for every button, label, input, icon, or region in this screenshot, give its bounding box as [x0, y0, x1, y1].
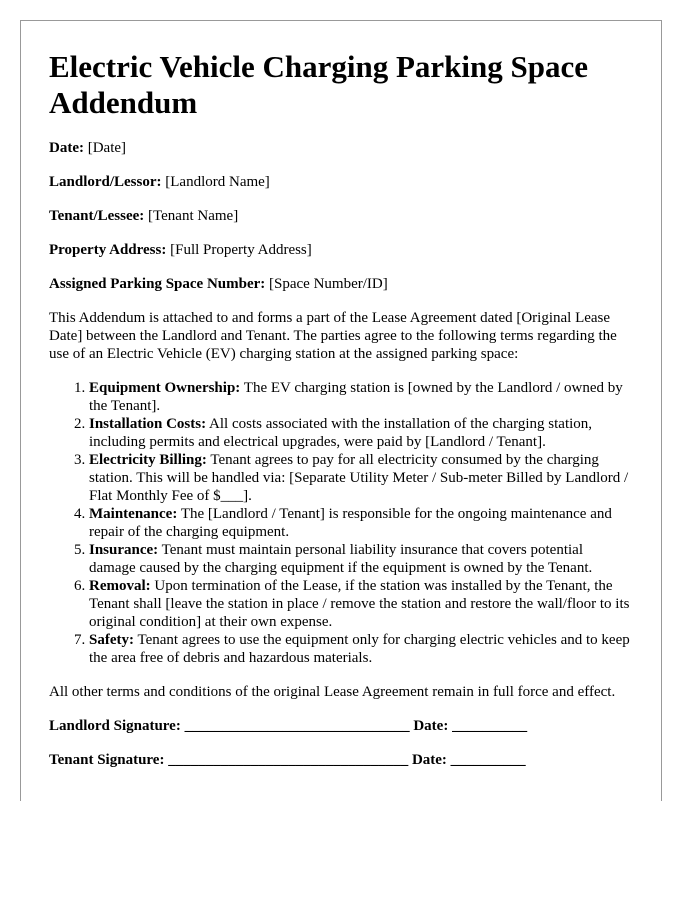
field-label: Assigned Parking Space Number:	[49, 276, 266, 292]
field-value: [Full Property Address]	[170, 242, 312, 258]
field-label: Tenant/Lessee:	[49, 208, 145, 224]
signature-label: Landlord Signature: ______________________________ Date: __________	[49, 718, 528, 734]
landlord-signature-line	[49, 717, 633, 735]
term-item	[89, 541, 633, 577]
term-item	[89, 379, 633, 415]
terms-list	[49, 379, 633, 667]
term-text: The [Landlord / Tenant] is responsible for the ongoing maintenance and repair of the charging equipment.	[89, 506, 612, 540]
document-title: Electric Vehicle Charging Parking Space Addendum	[49, 49, 589, 120]
term-item	[89, 451, 633, 505]
field-value: [Space Number/ID]	[269, 276, 388, 292]
term-text: Tenant agrees to use the equipment only for charging electric vehicles and to keep the area free of debris and hazardous materials.	[89, 632, 630, 666]
term-text: Tenant agrees to pay for all electricity consumed by the charging station. This will be handled via: [Separate Utility Meter / Sub-meter Billed by Landlord / Flat Monthly Fee of $___].	[89, 452, 629, 504]
field-value: [Landlord Name]	[165, 174, 270, 190]
term-item	[89, 577, 633, 631]
signature-label: Tenant Signature: ________________________________ Date: __________	[49, 752, 526, 768]
intro-paragraph: This Addendum is attached to and forms a part of the Lease Agreement dated [Original Lease Date] between the Landlord and Tenant. The parties agree to the following terms regarding the use of an Electric Vehicle (EV) charging station at the assigned parking space:	[49, 310, 617, 362]
term-label: Maintenance:	[89, 506, 178, 522]
term-text: The EV charging station is [owned by the Landlord / owned by the Tenant].	[89, 380, 623, 414]
field-label: Property Address:	[49, 242, 167, 258]
term-label: Removal:	[89, 578, 151, 594]
addendum-document	[20, 20, 662, 801]
term-label: Equipment Ownership:	[89, 380, 241, 396]
term-text: Tenant must maintain personal liability insurance that covers potential damage caused by the charging equipment if the equipment is owned by the Tenant.	[89, 542, 593, 576]
tenant-signature-line	[49, 751, 633, 769]
closing-paragraph: All other terms and conditions of the original Lease Agreement remain in full force and effect.	[49, 684, 616, 700]
term-label: Electricity Billing:	[89, 452, 207, 468]
term-text: Upon termination of the Lease, if the station was installed by the Tenant, the Tenant shall [leave the station in place / remove the station and restore the wall/floor to its original condition] at their own expense.	[89, 578, 630, 630]
term-item	[89, 631, 633, 667]
term-text: All costs associated with the installation of the charging station, including permits and electrical upgrades, were paid by [Landlord / Tenant].	[89, 416, 593, 450]
document-viewport	[20, 20, 662, 801]
field-label: Landlord/Lessor:	[49, 174, 162, 190]
term-label: Safety:	[89, 632, 134, 648]
field-label: Date:	[49, 140, 84, 156]
field-list	[49, 139, 633, 293]
field-value: [Tenant Name]	[148, 208, 239, 224]
field-date	[49, 139, 633, 157]
field-parking-space	[49, 275, 633, 293]
field-tenant	[49, 207, 633, 225]
field-landlord	[49, 173, 633, 191]
term-label: Installation Costs:	[89, 416, 207, 432]
field-property-address	[49, 241, 633, 259]
term-item	[89, 505, 633, 541]
term-label: Insurance:	[89, 542, 159, 558]
term-item	[89, 415, 633, 451]
field-value: [Date]	[87, 140, 127, 156]
